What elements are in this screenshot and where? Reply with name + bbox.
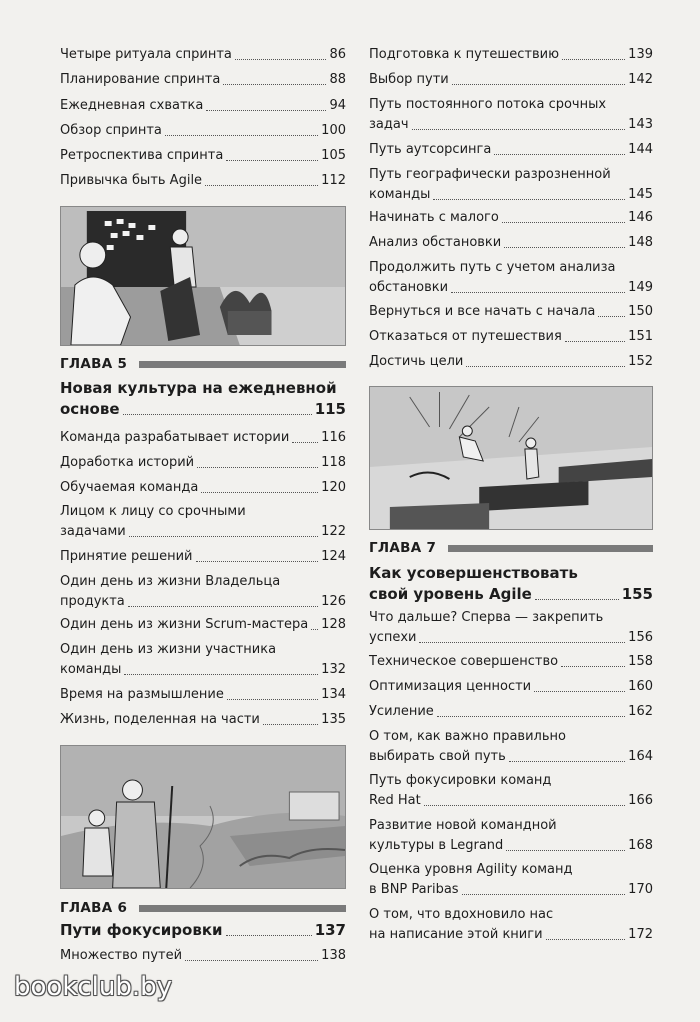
chapter-6-title: Пути фокусировки 137	[60, 921, 346, 939]
watermark: bookclub.by	[14, 972, 173, 1002]
toc-entry: Путь постоянного потока срочных задач 143	[369, 97, 653, 132]
toc-entry: Принятие решений 124	[60, 549, 346, 564]
toc-entry: Оптимизация ценности 160	[369, 679, 653, 694]
toc-entry: Обзор спринта 100	[60, 123, 346, 138]
toc-entry: Один день из жизни Scrum-мастера 128	[60, 617, 346, 632]
chapter-7-title: Как усовершенствовать свой уровень Agile 155	[369, 564, 653, 603]
toc-entry: Ежедневная схватка 94	[60, 98, 346, 113]
toc-entry: Множество путей 138	[60, 948, 346, 963]
toc-entry: Команда разрабатывает истории 116	[60, 430, 346, 445]
toc-entry: Отказаться от путешествия 151	[369, 329, 653, 344]
toc-entry: О том, что вдохновило нас на написание этой книги 172	[369, 907, 653, 942]
toc-entry: Планирование спринта 88	[60, 72, 346, 87]
travellers-illustration	[60, 745, 346, 889]
toc-entry: Выбор пути 142	[369, 72, 653, 87]
chapter-5-title: Новая культура на ежедневной основе 115	[60, 379, 346, 418]
toc-entry: Путь географически разрозненной команды 145	[369, 167, 653, 202]
chapter-7-header: ГЛАВА 7	[369, 539, 653, 557]
toc-entry: Техническое совершенство 158	[369, 654, 653, 669]
toc-entry: Оценка уровня Agility команд в BNP Paribas 170	[369, 862, 653, 897]
toc-entry: Жизнь, поделенная на части 135	[60, 712, 346, 727]
toc-entry: Начинать с малого 146	[369, 210, 653, 225]
jumping-illustration	[369, 386, 653, 530]
toc-entry: Продолжить путь с учетом анализа обстановки 149	[369, 260, 653, 295]
toc-entry: Ретроспектива спринта 105	[60, 148, 346, 163]
toc-entry: Обучаемая команда 120	[60, 480, 346, 495]
toc-entry: Достичь цели 152	[369, 354, 653, 369]
toc-entry: Время на размышление 134	[60, 687, 346, 702]
office-illustration	[60, 206, 346, 346]
toc-entry: Один день из жизни Владельца продукта 126	[60, 574, 346, 609]
toc-entry: Лицом к лицу со срочными задачами 122	[60, 504, 346, 539]
toc-entry: Один день из жизни участника команды 132	[60, 642, 346, 677]
toc-entry: Вернуться и все начать с начала 150	[369, 304, 653, 319]
chapter-6-header: ГЛАВА 6	[60, 899, 346, 917]
chapter-5-header: ГЛАВА 5	[60, 355, 346, 373]
toc-entry: Анализ обстановки 148	[369, 235, 653, 250]
toc-entry: Путь аутсорсинга 144	[369, 142, 653, 157]
toc-entry: Что дальше? Сперва — закрепить успехи 156	[369, 610, 653, 645]
toc-entry: Усиление 162	[369, 704, 653, 719]
toc-entry: О том, как важно правильно выбирать свой путь 164	[369, 729, 653, 764]
toc-entry: Развитие новой командной культуры в Legrand 168	[369, 818, 653, 853]
toc-entry: Доработка историй 118	[60, 455, 346, 470]
toc-entry: Подготовка к путешествию 139	[369, 47, 653, 62]
toc-entry: Путь фокусировки команд Red Hat 166	[369, 773, 653, 808]
toc-entry: Четыре ритуала спринта 86	[60, 47, 346, 62]
toc-entry: Привычка быть Agile 112	[60, 173, 346, 188]
